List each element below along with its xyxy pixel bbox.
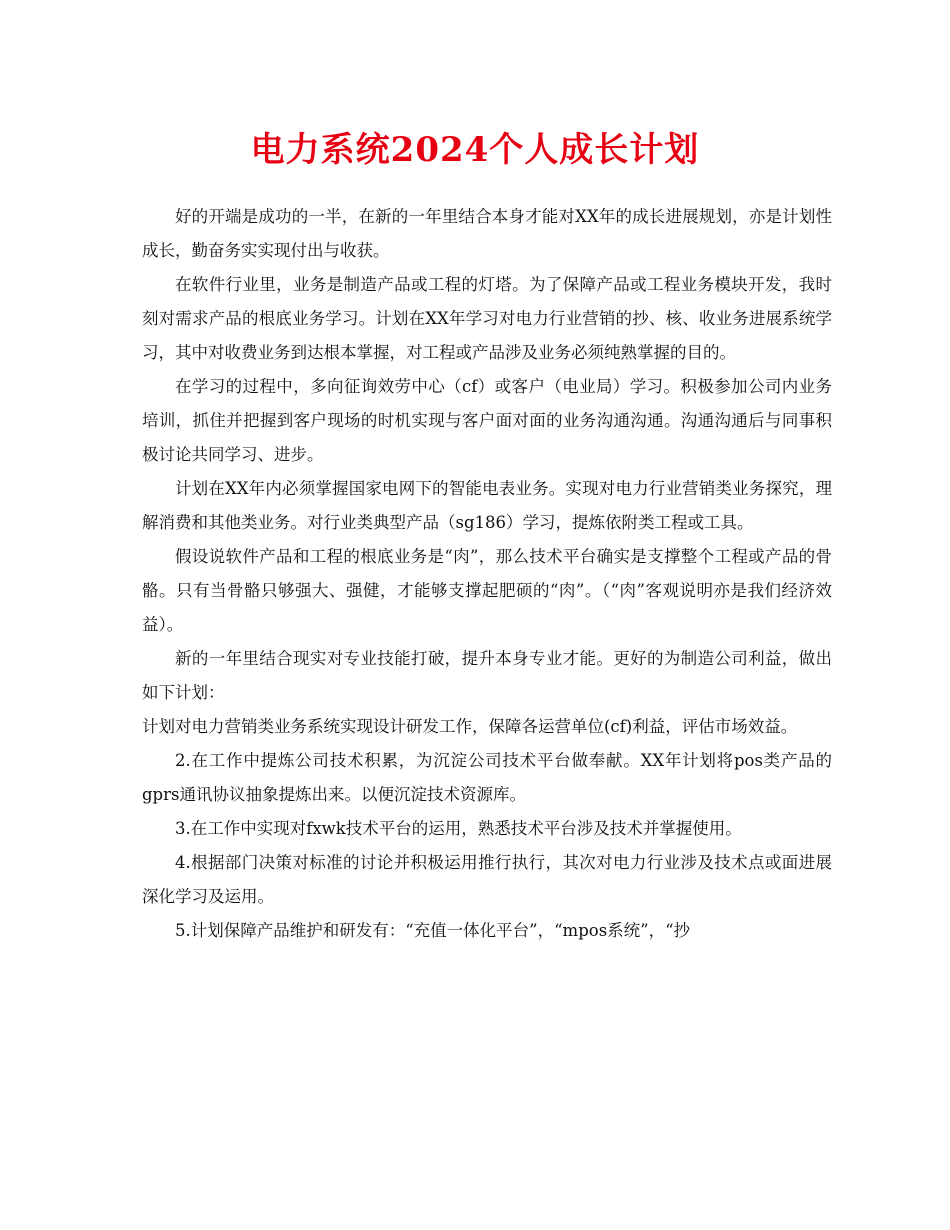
document-title: 电力系统2024个人成长计划: [250, 130, 700, 170]
body-paragraph: 4.根据部门决策对标准的讨论并积极运用推行执行，其次对电力行业涉及技术点或面进展深化学习及运用。: [142, 853, 832, 906]
body-paragraph: 在软件行业里，业务是制造产品或工程的灯塔。为了保障产品或工程业务模块开发，我时刻对需求产品的根底业务学习。计划在XX年学习对电力行业营销的抄、核、收业务进展系统学习，其中对收费业务到达根本掌握，对工程或产品涉及业务必须纯熟掌握的目的。: [142, 275, 832, 362]
body-paragraph: 计划在XX年内必须掌握国家电网下的智能电表业务。实现对电力行业营销类业务探究，理解消费和其他类业务。对行业类典型产品（sg186）学习，提炼依附类工程或工具。: [142, 479, 832, 532]
body-paragraph: 好的开端是成功的一半，在新的一年里结合本身才能对XX年的成长进展规划，亦是计划性成长，勤奋务实实现付出与收获。: [142, 207, 832, 260]
document-body: [142, 200, 832, 948]
body-paragraph: 假设说软件产品和工程的根底业务是“肉”，那么技术平台确实是支撑整个工程或产品的骨骼。只有当骨骼只够强大、强健，才能够支撑起肥硕的“肉”。（“肉”客观说明亦是我们经济效益）。: [142, 547, 832, 634]
body-paragraph: 计划对电力营销类业务系统实现设计研发工作，保障各运营单位(cf)利益，评估市场效益。: [142, 717, 798, 736]
body-paragraph: 在学习的过程中，多向征询效劳中心（cf）或客户（电业局）学习。积极参加公司内业务培训，抓住并把握到客户现场的时机实现与客户面对面的业务沟通沟通。沟通沟通后与同事积极讨论共同学习、进步。: [142, 377, 832, 464]
body-paragraph: 5.计划保障产品维护和研发有：“充值一体化平台”，“mpos系统”，“抄: [175, 921, 691, 940]
body-paragraph: 新的一年里结合现实对专业技能打破，提升本身专业才能。更好的为制造公司利益，做出如下计划：: [142, 649, 832, 702]
body-paragraph: 2.在工作中提炼公司技术积累，为沉淀公司技术平台做奉献。XX年计划将pos类产品的gprs通讯协议抽象提炼出来。以便沉淀技术资源库。: [142, 751, 832, 804]
body-paragraph: 3.在工作中实现对fxwk技术平台的运用，熟悉技术平台涉及技术并掌握使用。: [175, 819, 742, 838]
